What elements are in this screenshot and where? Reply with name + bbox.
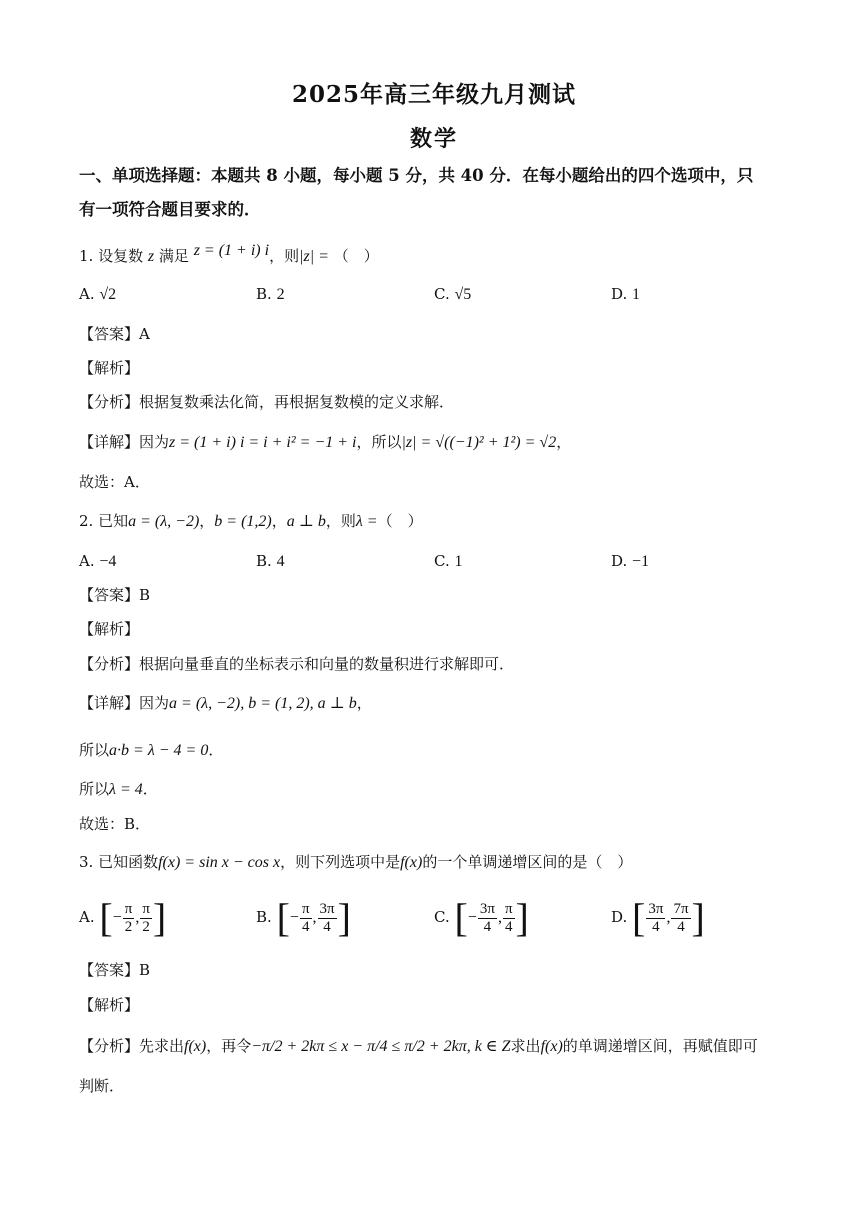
- q2-option-c: C. 1: [434, 552, 463, 570]
- q2-xiangjie: 【详解】因为a = (λ, −2), b = (1, 2), a ⊥ b，: [79, 694, 372, 712]
- q2-option-d: D. −1: [611, 552, 650, 570]
- q1-option-a: A. √2: [79, 285, 117, 303]
- q2-option-b: B. 4: [256, 552, 285, 570]
- subject-title: 数学: [409, 126, 458, 152]
- section-heading-line1: 一、单项选择题：本题共 8 小题，每小题 5 分，共 40 分．在每小题给出的四个选项中，只: [79, 166, 754, 185]
- q1-option-b: B. 2: [256, 285, 285, 303]
- q2-guxuan: 故选：B．: [79, 815, 151, 833]
- q3-option-c: C. [− $\frac{3\pi}{4}$ , $\frac{\pi}{4}$ ]: [434, 895, 529, 940]
- q3-jiexi: 【解析】: [79, 996, 140, 1014]
- q1-xiangjie: 【详解】因为z = (1 + i) i = i + i² = −1 + i，所以|z| = √((−1)² + 1²) = √2，: [79, 433, 572, 451]
- q1-option-c: C. √5: [434, 285, 472, 303]
- q3-fenxi-line2: 判断．: [79, 1077, 125, 1095]
- q3-answer: 【答案】B: [79, 961, 151, 979]
- q3-option-a: A. [− $\frac{\pi}{2}$ , $\frac{\pi}{2}$ ]: [79, 895, 167, 940]
- q1-stem: 1. 设复数 z 满足 z = (1 + i) i，则|z| = （ ）: [79, 242, 379, 265]
- q2-stem: 2. 已知a = (λ, −2)，b = (1,2)，a ⊥ b，则λ =（ ）: [79, 512, 423, 530]
- q1-guxuan: 故选：A．: [79, 473, 150, 491]
- exam-title: 2025年高三年级九月测试: [291, 81, 576, 108]
- q2-suoyi-2: 所以λ = 4．: [79, 780, 158, 798]
- q2-jiexi: 【解析】: [79, 620, 140, 638]
- q2-suoyi-1: 所以a·b = λ − 4 = 0．: [79, 741, 224, 759]
- q1-answer: 【答案】A: [79, 325, 150, 343]
- section-heading-line2: 有一项符合题目要求的．: [79, 200, 261, 219]
- q3-option-d: D. [ $\frac{3\pi}{4}$ , $\frac{7\pi}{4}$ ]: [611, 895, 705, 940]
- q2-option-a: A. −4: [79, 552, 117, 570]
- q3-stem: 3. 已知函数f(x) = sin x − cos x，则下列选项中是f(x)的一个单调递增区间的是（ ）: [79, 853, 633, 871]
- q3-option-b: B. [− $\frac{\pi}{4}$ , $\frac{3\pi}{4}$ ]: [256, 895, 351, 940]
- q3-fenxi: 【分析】先求出f(x)，再令−π/2 + 2kπ ≤ x − π/4 ≤ π/2 + 2kπ, k ∈ Z求出f(x)的单调递增区间，再赋值即可: [79, 1037, 758, 1055]
- q2-answer: 【答案】B: [79, 586, 151, 604]
- q1-jiexi: 【解析】: [79, 359, 140, 377]
- q1-option-d: D. 1: [611, 285, 641, 303]
- q1-fenxi: 【分析】根据复数乘法化简，再根据复数模的定义求解．: [79, 393, 455, 411]
- q2-fenxi: 【分析】根据向量垂直的坐标表示和向量的数量积进行求解即可．: [79, 655, 515, 673]
